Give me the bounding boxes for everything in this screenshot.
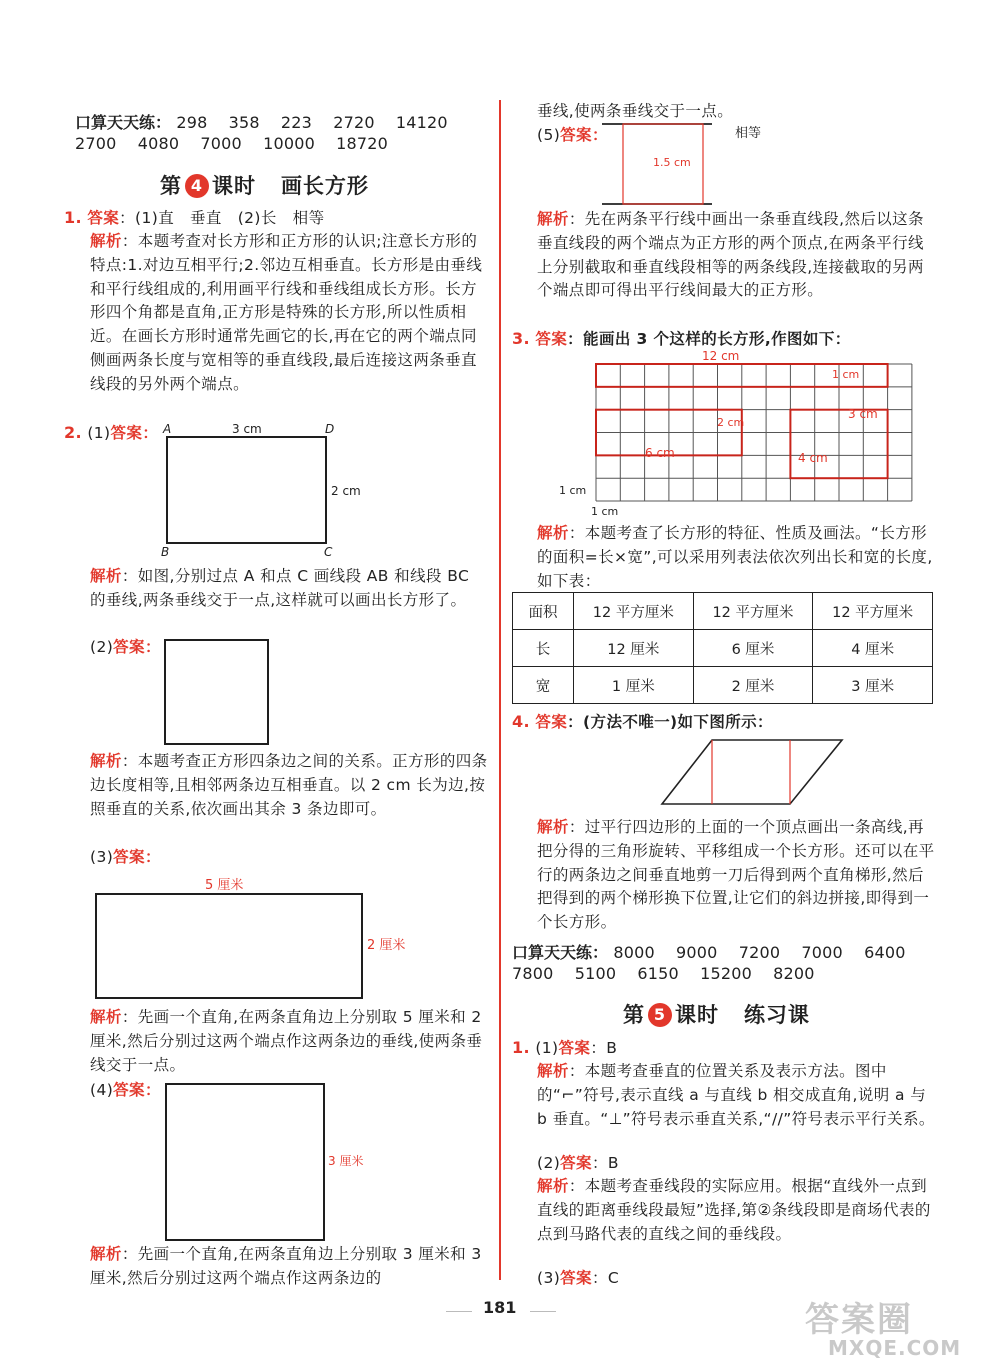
label-width: 2 厘米: [367, 938, 406, 953]
label-length: 1.5 cm: [653, 156, 691, 169]
title-prefix: 第: [160, 174, 182, 198]
question-number: 2.: [64, 423, 83, 442]
label-length: 3 cm: [232, 422, 262, 436]
table-row: [513, 593, 933, 630]
q2-5-answer: [537, 124, 608, 148]
q2-1-answer: [64, 421, 158, 446]
title-prefix: 第: [623, 1003, 645, 1027]
answer-label: 答案: [560, 1154, 592, 1172]
analysis-text: ：本题考查垂直的位置关系及表示方法。图中的“⌐”符号,表示直线 a 与直线 b 相交成直角,说明 a 与 b 垂直。“⊥”符号表示垂直关系,“//”符号表示平行关系。: [537, 1062, 935, 1128]
analysis-label: 解析: [537, 210, 569, 228]
label-b: B: [161, 545, 170, 559]
value: 2720: [333, 113, 375, 132]
column-divider: [499, 100, 501, 1280]
q2-1-analysis: [90, 565, 490, 613]
q2-3-answer: [90, 846, 161, 870]
q2-5-analysis: [537, 208, 937, 303]
value: 6150: [637, 964, 679, 983]
lesson-name: 练习课: [743, 1003, 810, 1027]
q2-4-answer: [90, 1079, 161, 1103]
label-c: C: [324, 545, 333, 559]
page-number-rule-right: [530, 1311, 556, 1312]
label-1cm: 1 cm: [832, 368, 860, 381]
kousuan-1: [75, 110, 448, 133]
q2-2-answer: [90, 636, 161, 660]
label-d: D: [325, 422, 335, 436]
lesson-4-title: [160, 170, 369, 200]
table-cell: 2 厘米: [693, 667, 813, 704]
kousuan-1-line2: [75, 134, 388, 153]
answer-text: ：C: [591, 1269, 620, 1287]
q1-analysis: [90, 230, 490, 397]
analysis-label: 解析: [537, 818, 569, 836]
lesson-number-badge: 4: [185, 174, 209, 198]
figure-parallelogram: [660, 738, 850, 808]
q4-analysis: [537, 816, 937, 935]
kousuan-label: 口算天天练：: [75, 113, 172, 132]
answer-label: 答案: [113, 1081, 145, 1099]
area-table: [512, 592, 933, 704]
colon: ：: [144, 1081, 161, 1099]
q2-2-analysis: [90, 750, 490, 821]
rect-outline: [166, 436, 327, 544]
continued-text: 垂线,使两条垂线交于一点。: [537, 102, 734, 120]
colon: ：: [144, 848, 161, 866]
label-a: A: [163, 422, 172, 436]
q2-4-analysis: [90, 1243, 490, 1291]
question-number: 4.: [512, 712, 531, 731]
analysis-text: ：本题考查了长方形的特征、性质及画法。“长方形的面积=长×宽”,可以采用列表法依次列出长和宽的长度,如下表：: [537, 524, 933, 590]
analysis-label: 解析: [537, 524, 569, 542]
part-prefix: (1): [535, 1039, 559, 1057]
value: 7000: [801, 943, 843, 962]
value: 8200: [773, 964, 815, 983]
part-prefix: (5): [537, 126, 561, 144]
q3-answer: [512, 327, 851, 352]
table-cell: 4 厘米: [813, 630, 933, 667]
value: 298: [176, 113, 208, 132]
r1-1-answer: [512, 1036, 617, 1061]
table-cell: 1 厘米: [574, 667, 694, 704]
analysis-text: ：先画一个直角,在两条直角边上分别取 3 厘米和 3 厘米,然后分别过这两个端点作这两条边的: [90, 1245, 482, 1287]
lesson-name: 画长方形: [280, 174, 369, 198]
page-number: 181: [483, 1298, 517, 1317]
colon: ：: [591, 126, 608, 144]
value: 6400: [864, 943, 906, 962]
figure-parallel-square: [600, 120, 800, 210]
part-prefix: (3): [90, 848, 114, 866]
title-suffix: 课时: [675, 1003, 719, 1027]
table-row: [513, 630, 933, 667]
value: 9000: [676, 943, 718, 962]
answer-label: 答案: [560, 126, 592, 144]
part-prefix: (2): [90, 638, 114, 656]
analysis-text: ：本题考查对长方形和正方形的认识;注意长方形的特点:1.对边互相平行;2.邻边互相垂直。长方形是由垂线和平行线组成的,利用画平行线和垂线组成长方形。长方形四个角都是直角,正方形是特殊的长方形,所以性质相近。在画长方形时通常先画它的长,再在它的两个端点同侧画两条长度与宽相等的垂直线段,最后连接这两条垂直线段的另外两个端点。: [90, 232, 483, 393]
parallelogram-shape: [662, 740, 842, 804]
value: 4080: [137, 134, 180, 153]
q2-3-analysis: [90, 1006, 490, 1077]
analysis-text: ：先在两条平行线中画出一条垂直线段,然后以这条垂直线段的两个端点为正方形的两个顶点,在两条平行线上分别截取和垂直线段相等的两条线段,连接截取的另两个端点即可得出平行线间最大的正方形。: [537, 210, 924, 300]
answer-label: 答案: [535, 330, 568, 348]
r1-2-analysis: [537, 1175, 937, 1246]
label-4cm: 4 cm: [798, 451, 828, 465]
answer-label: 答案: [113, 848, 145, 866]
label-unit-vertical: 1 cm: [559, 484, 587, 497]
analysis-text: ：过平行四边形的上面的一个顶点画出一条高线,再把分得的三角形旋转、平移组成一个长方形。还可以在平行的两条边之间垂直地剪一刀后得到两个直角梯形,然后把得到的两个梯形换下位置,让它们的斜边拼接,即得到一个长方形。: [537, 818, 935, 932]
answer-label: 答案: [558, 1039, 591, 1057]
table-cell: 12 厘米: [574, 630, 694, 667]
colon: ：: [142, 424, 159, 442]
analysis-label: 解析: [537, 1062, 569, 1080]
figure-square-2cm: [164, 639, 269, 745]
lesson-5-title: [623, 999, 810, 1029]
analysis-label: 解析: [90, 752, 122, 770]
value: 7000: [200, 134, 242, 153]
table-row: [513, 667, 933, 704]
title-suffix: 课时: [212, 174, 256, 198]
watermark-logo: 答案圈: [805, 1300, 913, 1340]
question-number: 1.: [512, 1038, 531, 1057]
answer-label: 答案: [110, 424, 143, 442]
answer-text: ：(方法不唯一)如下图所示：: [567, 713, 773, 731]
watermark-url: MXQE.COM: [828, 1336, 962, 1360]
analysis-text: ：本题考查垂线段的实际应用。根据“直线外一点到直线的距离垂线段最短”选择,第②条线段即是商场代表的点到马路代表的直线之间的垂线段。: [537, 1177, 931, 1243]
label-equal: 相等: [735, 126, 762, 141]
table-cell: 长: [513, 630, 574, 667]
r1-3-answer: [537, 1267, 619, 1291]
part-prefix: (2): [537, 1154, 561, 1172]
answer-text: ：能画出 3 个这样的长方形,作图如下：: [567, 330, 851, 348]
table-cell: 6 厘米: [693, 630, 813, 667]
table-cell: 12 平方厘米: [693, 593, 813, 630]
label-length: 5 厘米: [205, 878, 244, 893]
colon: ：: [144, 638, 161, 656]
part-prefix: (1): [87, 424, 111, 442]
value: 8000: [613, 943, 655, 962]
value: 5100: [574, 964, 617, 983]
q4-answer: [512, 710, 773, 735]
label-6cm: 6 cm: [645, 446, 675, 460]
label-width: 2 cm: [331, 484, 361, 498]
grid-svg: [595, 362, 915, 504]
answer-text: ：(1)直 垂直 (2)长 相等: [119, 209, 325, 227]
table-cell: 12 平方厘米: [574, 593, 694, 630]
lesson-number-badge: 5: [648, 1003, 672, 1027]
analysis-text: ：如图,分别过点 A 和点 C 画线段 AB 和线段 BC 的垂线,两条垂线交于一点,这样就可以画出长方形了。: [90, 567, 470, 609]
analysis-label: 解析: [90, 1245, 122, 1263]
r1-2-answer: [537, 1152, 619, 1176]
analysis-text: ：本题考查正方形四条边之间的关系。正方形的四条边长度相等,且相邻两条边互相垂直。以 2 cm 长为边,按照垂直的关系,依次画出其余 3 条边即可。: [90, 752, 488, 818]
label-side: 3 厘米: [328, 1154, 364, 1168]
answer-label: 答案: [87, 209, 120, 227]
answer-label: 答案: [535, 713, 568, 731]
value: 358: [228, 113, 260, 132]
label-12cm: 12 cm: [702, 349, 740, 363]
q3-analysis: [537, 522, 937, 593]
answer-text: ：B: [590, 1039, 618, 1057]
value: 14120: [395, 113, 448, 132]
answer-label: 答案: [560, 1269, 592, 1287]
table-cell: 面积: [513, 593, 574, 630]
label-3cm: 3 cm: [848, 407, 878, 421]
value: 223: [280, 113, 313, 132]
analysis-text: ：先画一个直角,在两条直角边上分别取 5 厘米和 2 厘米,然后分别过这两个端点作这两条边的垂线,使两条垂线交于一点。: [90, 1008, 483, 1074]
table-cell: 12 平方厘米: [813, 593, 933, 630]
analysis-label: 解析: [537, 1177, 569, 1195]
table-cell: 宽: [513, 667, 574, 704]
rect-outline: [165, 1083, 325, 1241]
answer-label: 答案: [113, 638, 145, 656]
value: 18720: [336, 134, 389, 153]
value: 10000: [263, 134, 315, 153]
analysis-label: 解析: [90, 1008, 122, 1026]
kousuan-label: 口算天天练：: [512, 943, 609, 962]
answer-text: ：B: [591, 1154, 619, 1172]
kousuan-2: [512, 940, 906, 963]
r1-1-analysis: [537, 1060, 937, 1131]
value: 7200: [738, 943, 781, 962]
q1-answer: [64, 206, 324, 231]
value: 15200: [700, 964, 752, 983]
label-2cm: 2 cm: [717, 416, 745, 429]
kousuan-values-1: [171, 113, 448, 132]
value: 7800: [512, 964, 554, 983]
rect-outline: [95, 893, 363, 999]
question-number: 1.: [64, 208, 83, 227]
value: 2700: [75, 134, 117, 153]
analysis-label: 解析: [90, 232, 122, 250]
page-number-rule-left: [446, 1311, 472, 1312]
analysis-label: 解析: [90, 567, 122, 585]
kousuan-2-line2: [512, 964, 815, 983]
table-cell: 3 厘米: [813, 667, 933, 704]
part-prefix: (4): [90, 1081, 114, 1099]
label-unit-horizontal: 1 cm: [591, 505, 619, 518]
part-prefix: (3): [537, 1269, 561, 1287]
question-number: 3.: [512, 329, 531, 348]
